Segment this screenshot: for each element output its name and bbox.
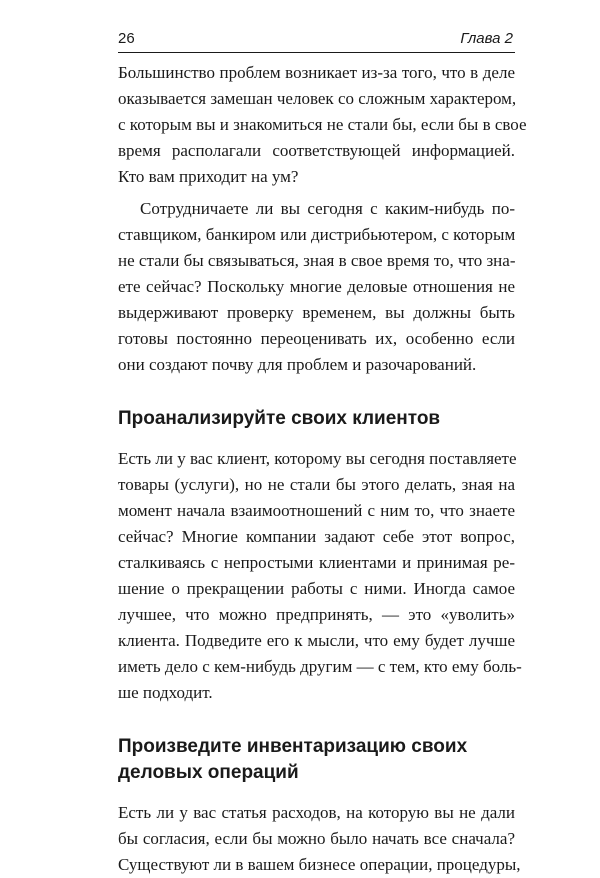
chapter-label: Глава 2 [460, 30, 513, 47]
text-line: Большинство проблем возникает из-за того, что в деле [118, 63, 515, 82]
page-number: 26 [118, 30, 135, 47]
text-line: ете сейчас? Поскольку многие деловые отношения не [118, 277, 515, 296]
heading-line: Проанализируйте своих клиентов [118, 408, 441, 429]
text-line: сейчас? Многие компании задают себе этот вопрос, [118, 527, 515, 546]
text-line: они создают почву для проблем и разочарований. [118, 355, 477, 374]
text-line: не стали бы связываться, зная в свое время то, что зна- [118, 251, 516, 270]
text-line: лучшее, что можно предпринять, — это «уволить» [118, 605, 515, 624]
heading-line: Произведите инвентаризацию своих [118, 736, 468, 757]
text-line: с которым вы и знакомиться не стали бы, если бы в свое [118, 115, 527, 134]
text-line: товары (услуги), но не стали бы этого делать, зная на [118, 475, 515, 494]
text-line: иметь дело с кем-нибудь другим — с тем, кто ему боль- [118, 657, 522, 676]
heading-line: деловых операций [118, 762, 299, 783]
text-line: бы согласия, если бы можно было начать все сначала? [118, 829, 515, 848]
page-body [118, 60, 527, 878]
page-header [118, 28, 515, 53]
text-line: Есть ли у вас клиент, которому вы сегодня поставляете [118, 449, 517, 468]
text-line: Кто вам приходит на ум? [118, 167, 299, 186]
text-line: Есть ли у вас статья расходов, на которую вы не дали [118, 803, 515, 822]
section-heading [118, 406, 515, 432]
text-line: ставщиком, банкиром или дистрибьютером, с которым [118, 225, 516, 244]
text-line: выдерживают проверку временем, вы должны быть [118, 303, 515, 322]
text-line: момент начала взаимоотношений с ним то, что знаете [118, 501, 515, 520]
paragraph [118, 800, 521, 878]
text-line: ше подходит. [118, 683, 213, 702]
section-heading [118, 734, 515, 786]
text-line: шение о прекращении работы с ними. Иногда самое [118, 579, 515, 598]
text-line: Существуют ли в вашем бизнесе операции, процедуры, [118, 855, 521, 874]
text-line: время располагали соответствующей информацией. [118, 141, 515, 160]
text-line: клиента. Подведите его к мысли, что ему будет лучше [118, 631, 515, 650]
text-line: сталкиваясь с непростыми клиентами и принимая ре- [118, 553, 515, 572]
text-line: Сотрудничаете ли вы сегодня с каким-нибудь по- [140, 199, 515, 218]
text-line: оказывается замешан человек со сложным характером, [118, 89, 517, 108]
paragraph [118, 196, 515, 378]
paragraph [118, 60, 527, 190]
paragraph [118, 446, 522, 706]
text-line: готовы постоянно переоценивать их, особенно если [118, 329, 515, 348]
